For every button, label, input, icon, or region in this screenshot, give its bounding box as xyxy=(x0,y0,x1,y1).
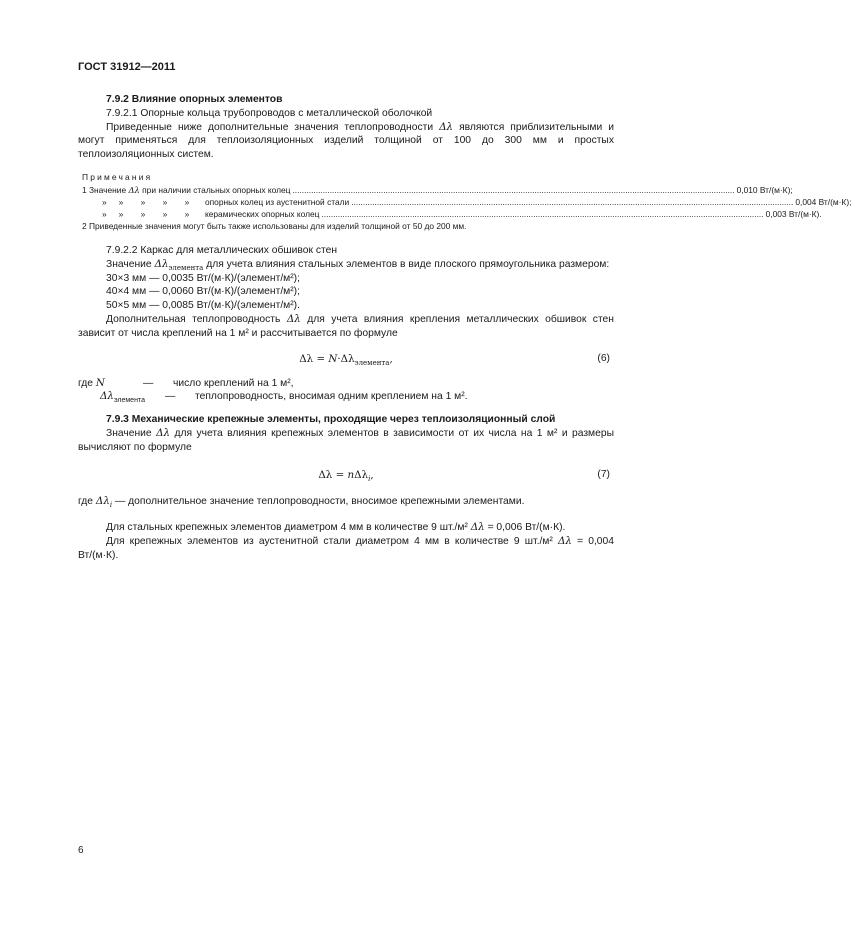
paragraph-approx-values: Приведенные ниже дополнительные значения теплопроводности Δλ являются приблизительными и могут применяться для теплоизоляционных изделий толщиной от 100 до 300 мм и простых теплоизоляционных систем. xyxy=(78,120,614,161)
paragraph-additional-conductivity: Дополнительная теплопроводность Δλ для учета влияния крепления металлических обшивок стен зависит от числа креплений на 1 м² и рассчитывается по формуле xyxy=(78,312,614,339)
note-1-ceramic-rings: » » » » » керамических опорных колец .............................................................................................................................................................................................. 0,003 Вт/(м·К). xyxy=(102,208,822,219)
paragraph-fasteners-value: Значение Δλ для учета влияния крепежных элементов в зависимости от их числа на 1 м² и размеры вычисляют по формуле xyxy=(78,426,614,453)
formula-7-number: (7) xyxy=(597,468,610,480)
note-1-value: 0,010 Вт/(м·К); xyxy=(736,184,793,195)
note-2: 2 Приведенные значения могут быть также использованы для изделий толщиной от 50 до 200 мм. xyxy=(82,220,467,231)
page-number: 6 xyxy=(78,845,84,856)
note-1b-value: 0,004 Вт/(м·К); xyxy=(795,196,851,207)
notes-block xyxy=(78,171,851,232)
subsection-7-9-2-1-title: 7.9.2.1 Опорные кольца трубопроводов с металлической оболочкой xyxy=(106,107,433,119)
note-1-steel-rings: 1 Значение Δλ при наличии стальных опорных колец .............................................................................................................................................................................................. 0,010 Вт/(м·К); xyxy=(82,184,793,195)
formula-6-expression: $\Delta\lambda = N\cdot\Delta\lambda_{элемента}$, xyxy=(299,352,393,367)
formula-6 xyxy=(78,347,614,373)
formula-7-expression: Δλ = nΔλ$_i$, xyxy=(318,468,374,483)
notes-title: Примечания xyxy=(82,171,153,182)
formula-6-number: (6) xyxy=(597,352,610,364)
document-code: ГОСТ 31912—2011 xyxy=(78,61,176,73)
size-30x3: 30×3 мм — 0,0035 Вт/(м·К)/(элемент/м²); xyxy=(106,272,300,284)
where-delta-i: где $\Delta\lambda_i$ — дополнительное значение теплопроводности, вносимое крепежными элементами. xyxy=(78,494,525,509)
formula-7 xyxy=(78,463,614,489)
section-heading-7-9-2: 7.9.2 Влияние опорных элементов xyxy=(106,94,283,105)
where-delta-element: $\Delta\lambda_{элемента}$ — теплопроводность, вносимая одним креплением на 1 м². xyxy=(100,390,468,405)
paragraph-steel-fasteners: Для стальных крепежных элементов диаметром 4 мм в количестве 9 шт./м² Δλ = 0,006 Вт/(м·К). xyxy=(106,521,566,534)
size-50x5: 50×5 мм — 0,0085 Вт/(м·К)/(элемент/м²). xyxy=(106,300,300,312)
paragraph-element-value: Значение $\Delta\lambda_{элемента}$ для учета влияния стальных элементов в виде плоского прямоугольника размером: xyxy=(106,257,610,272)
page-body xyxy=(78,93,851,563)
note-1c-value: 0,003 Вт/(м·К). xyxy=(765,208,822,219)
note-1-austenitic-rings: » » » » » опорных колец из аустенитной стали .............................................................................................................................................................................................. 0,004 Вт/(м·К); xyxy=(102,196,851,207)
paragraph-austenitic-fasteners: Для крепежных элементов из аустенитной стали диаметром 4 мм в количестве 9 шт./м² Δλ = 0,004 Вт/(м·К). xyxy=(78,535,614,561)
section-heading-7-9-3: 7.9.3 Механические крепежные элементы, проходящие через теплоизоляционный слой xyxy=(106,414,556,426)
subsection-7-9-2-2-title: 7.9.2.2 Каркас для металлических обшивок стен xyxy=(106,244,338,256)
size-40x4: 40×4 мм — 0,0060 Вт/(м·К)/(элемент/м²); xyxy=(106,286,300,298)
where-n: где N — число креплений на 1 м², xyxy=(78,376,294,389)
